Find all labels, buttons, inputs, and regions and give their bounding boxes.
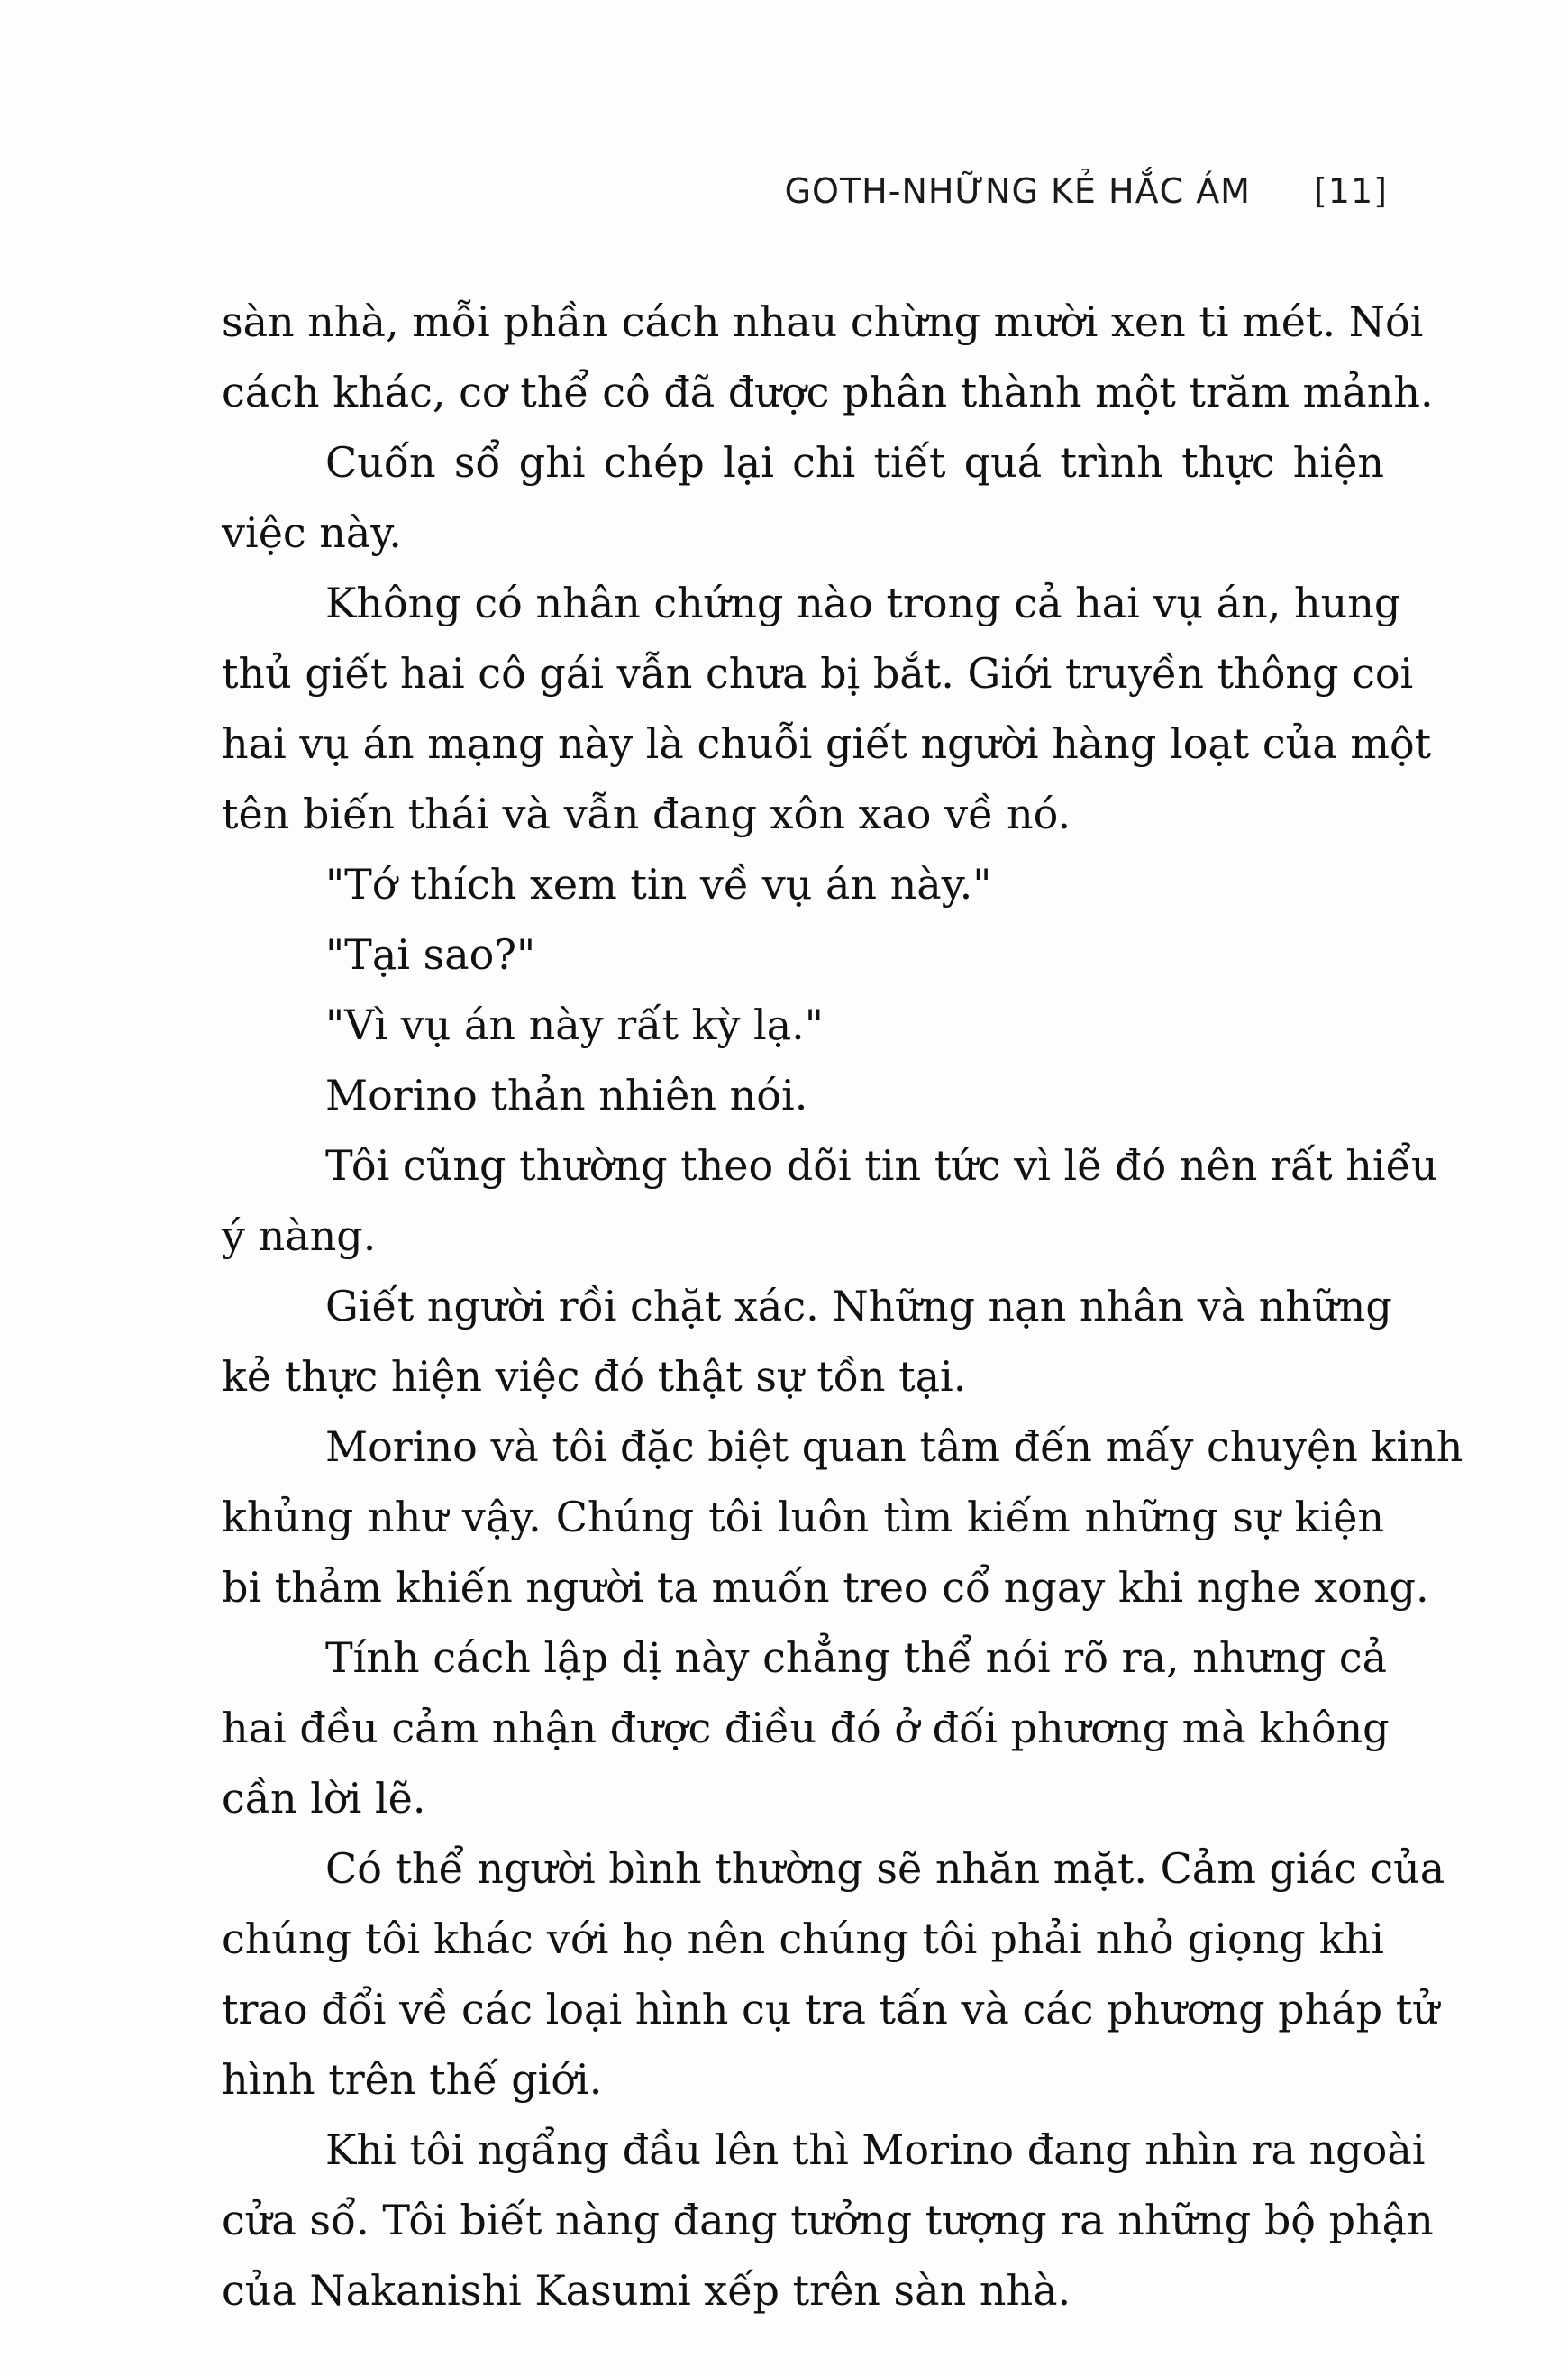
- running-header: [785, 171, 1388, 211]
- text-line: sàn nhà, mỗi phần cách nhau chừng mười xen ti mét. Nói: [222, 297, 1424, 346]
- text-line: hai vụ án mạng này là chuỗi giết người hàng loạt của một: [222, 719, 1432, 768]
- dialogue-line: "Vì vụ án này rất kỳ lạ.": [325, 1001, 824, 1049]
- paragraph-start: Morino và tôi đặc biệt quan tâm đến mấy chuyện kinh: [325, 1422, 1463, 1471]
- text-line: hình trên thế giới.: [222, 2055, 603, 2104]
- paragraph-start: Không có nhân chứng nào trong cả hai vụ án, hung: [325, 579, 1401, 627]
- body-text: [222, 287, 1463, 2326]
- text-line: chúng tôi khác với họ nên chúng tôi phải nhỏ giọng khi: [222, 1915, 1384, 1963]
- text-line: bi thảm khiến người ta muốn treo cổ ngay khi nghe xong.: [222, 1563, 1429, 1612]
- text-line: cần lời lẽ.: [222, 1774, 426, 1823]
- text-line: cửa sổ. Tôi biết nàng đang tưởng tượng ra những bộ phận: [222, 2196, 1434, 2244]
- paragraph-start: Giết người rồi chặt xác. Những nạn nhân và những: [325, 1282, 1392, 1330]
- paragraph-start: Tính cách lập dị này chẳng thể nói rõ ra, nhưng cả: [325, 1633, 1388, 1682]
- paragraph-start: Morino thản nhiên nói.: [325, 1071, 808, 1119]
- book-title: GOTH-NHỮNG KẺ HẮC ÁM: [784, 171, 1251, 211]
- text-line: tên biến thái và vẫn đang xôn xao về nó.: [222, 790, 1071, 838]
- text-line: trao đổi về các loại hình cụ tra tấn và các phương pháp tử: [222, 1985, 1439, 2033]
- text-line: thủ giết hai cô gái vẫn chưa bị bắt. Giới truyền thông coi: [222, 649, 1414, 698]
- text-line: kẻ thực hiện việc đó thật sự tồn tại.: [222, 1352, 967, 1401]
- page-number: [11]: [1313, 171, 1388, 211]
- text-line: của Nakanishi Kasumi xếp trên sàn nhà.: [222, 2266, 1071, 2315]
- dialogue-line: "Tớ thích xem tin về vụ án này.": [325, 860, 992, 909]
- text-line: ý nàng.: [222, 1211, 377, 1260]
- paragraph-start: Có thể người bình thường sẽ nhăn mặt. Cảm giác của: [325, 1844, 1445, 1893]
- text-line: cách khác, cơ thể cô đã được phân thành một trăm mảnh.: [222, 368, 1434, 416]
- paragraph-start: Khi tôi ngẩng đầu lên thì Morino đang nhìn ra ngoài: [325, 2125, 1426, 2174]
- dialogue-line: "Tại sao?": [325, 930, 536, 979]
- text-line: việc này.: [222, 508, 402, 557]
- text-line: hai đều cảm nhận được điều đó ở đối phương mà không: [222, 1704, 1390, 1752]
- paragraph-start: Tôi cũng thường theo dõi tin tức vì lẽ đó nên rất hiểu: [325, 1141, 1438, 1190]
- paragraph-start: Cuốn sổ ghi chép lại chi tiết quá trình thực hiện: [325, 438, 1384, 487]
- text-line: khủng như vậy. Chúng tôi luôn tìm kiếm những sự kiện: [222, 1493, 1384, 1541]
